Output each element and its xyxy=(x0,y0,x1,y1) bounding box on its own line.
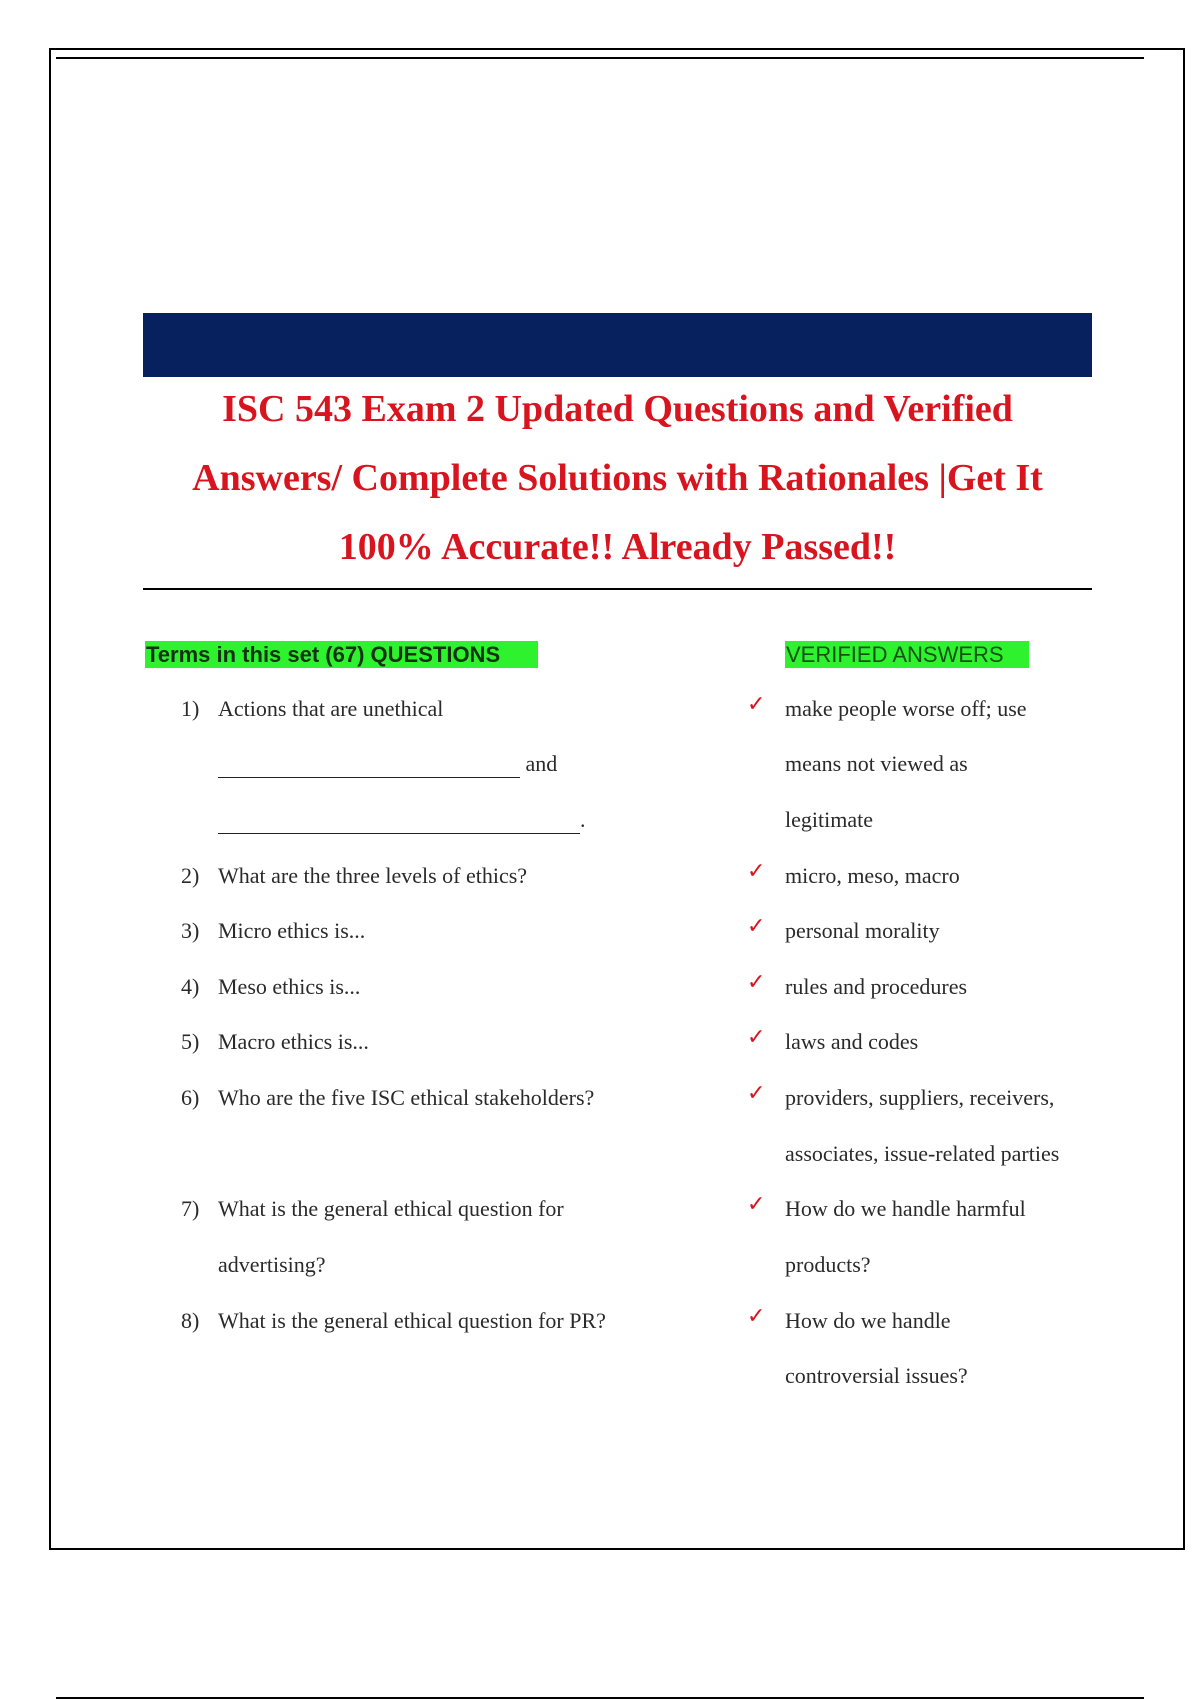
question-number: 5) xyxy=(181,1029,200,1054)
question-number: 6) xyxy=(181,1085,200,1110)
title-banner xyxy=(143,313,1092,377)
document-title xyxy=(143,375,1092,582)
question-text: Who are the five ISC ethical stakeholders? xyxy=(218,1085,595,1110)
answer-text: micro, meso, macro xyxy=(785,863,960,888)
question-number: 7) xyxy=(181,1196,200,1221)
check-icon: ✓ xyxy=(747,859,766,884)
question-number: 4) xyxy=(181,974,200,999)
answer-text: products? xyxy=(785,1252,871,1277)
check-icon: ✓ xyxy=(747,970,766,995)
answer-text: means not viewed as xyxy=(785,751,968,776)
questions-header: Terms in this set (67) QUESTIONS xyxy=(145,641,538,668)
question-text: advertising? xyxy=(218,1252,326,1277)
question-text: Macro ethics is... xyxy=(218,1029,369,1054)
answer-text: rules and procedures xyxy=(785,974,968,999)
answer-text: How do we handle xyxy=(785,1308,951,1333)
title-line: 100% Accurate!! Already Passed!! xyxy=(338,526,897,568)
answer-text: make people worse off; use xyxy=(785,696,1027,721)
answer-blank xyxy=(218,755,520,778)
question-number: 2) xyxy=(181,863,200,888)
question-text: What is the general ethical question for xyxy=(218,1196,564,1221)
question-number: 8) xyxy=(181,1308,200,1333)
check-icon: ✓ xyxy=(747,692,766,717)
question-blank-line xyxy=(218,806,586,834)
title-line: Answers/ Complete Solutions with Rationales |Get It xyxy=(192,457,1043,499)
question-blank-line xyxy=(218,750,557,778)
question-text: . xyxy=(580,807,586,832)
question-text: Actions that are unethical xyxy=(218,696,444,721)
title-divider xyxy=(143,588,1092,590)
check-icon: ✓ xyxy=(747,1304,766,1329)
check-icon: ✓ xyxy=(747,1192,766,1217)
question-number: 1) xyxy=(181,696,200,721)
question-text: What are the three levels of ethics? xyxy=(218,863,528,888)
answer-text: How do we handle harmful xyxy=(785,1196,1026,1221)
footer-rule xyxy=(56,1697,1144,1699)
question-text: What is the general ethical question for PR? xyxy=(218,1308,606,1333)
answer-text: legitimate xyxy=(785,807,873,832)
answers-header: VERIFIED ANSWERS xyxy=(785,641,1029,668)
title-line: ISC 543 Exam 2 Updated Questions and Verified xyxy=(222,388,1013,430)
answer-text: personal morality xyxy=(785,918,940,943)
question-number: 3) xyxy=(181,918,200,943)
check-icon: ✓ xyxy=(747,914,766,939)
check-icon: ✓ xyxy=(747,1081,766,1106)
question-text: Micro ethics is... xyxy=(218,918,366,943)
answer-text: laws and codes xyxy=(785,1029,919,1054)
answer-text: providers, suppliers, receivers, xyxy=(785,1085,1055,1110)
question-text: Meso ethics is... xyxy=(218,974,361,999)
check-icon: ✓ xyxy=(747,1025,766,1050)
answer-text: controversial issues? xyxy=(785,1363,968,1388)
answer-text: associates, issue-related parties xyxy=(785,1141,1060,1166)
answer-blank xyxy=(218,811,580,834)
question-text: and xyxy=(525,751,558,776)
top-rule xyxy=(56,57,1144,59)
